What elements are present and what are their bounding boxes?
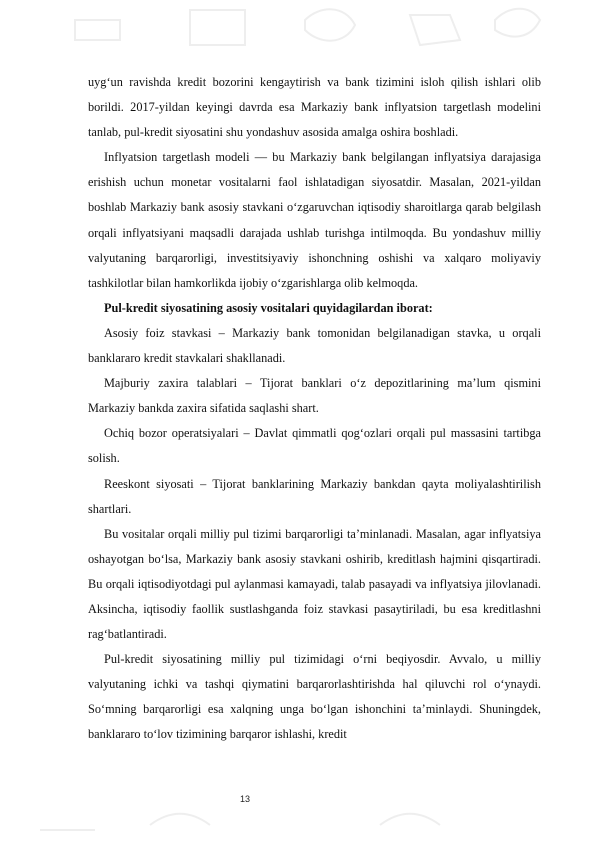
list-item-open-market: Ochiq bozor operatsiyalari – Davlat qimmatli qog‘ozlari orqali pul massasini tartibga solish. — [88, 426, 541, 466]
page-number: 13 — [240, 794, 251, 804]
paragraph-4: Pul-kredit siyosatining milliy pul tizimidagi o‘rni beqiyosdir. Avvalo, u milliy valyutaning ichki va tashqi qiymatini barqarorlashtirishda hal qiluvchi rol o‘ynaydi. So‘mning barqarorligi esa xalqning unga bo‘lgan ishonchini ta’minlaydi. Shuningdek, banklararo to‘lov tizimining barqaror ishlashi, kredit — [88, 652, 541, 742]
list-item-reserve-requirements: Majburiy zaxira talablari – Tijorat banklari o‘z depozitlarining ma’lum qismini Markaziy bankda zaxira sifatida saqlashi shart. — [88, 376, 541, 416]
list-item-interest-rate: Asosiy foiz stavkasi – Markaziy bank tomonidan belgilanadigan stavka, u orqali banklararo kredit stavkalari shakllanadi. — [88, 325, 541, 366]
paragraph-1: uyg‘un ravishda kredit bozorini kengaytirish va bank tizimini isloh qilish ishlari olib borildi. 2017-yildan keyingi davrda esa Markaziy bank inflyatsion targetlash modelini tanlab, pul-kredit siyosatini shu yondashuv asosida amalga oshira boshladi. — [88, 75, 541, 140]
paragraph-3: Bu vositalar orqali milliy pul tizimi barqarorligi ta’minlanadi. Masalan, agar inflyatsiya oshayotgan bo‘lsa, Markaziy bank asosiy stavkani oshirib, kreditlash hajmini qisqartiradi. Bu orqali iqtisodiyotdagi pul aylanmasi kamayadi, talab pasayadi va inflyatsiya jilovlanadi. Aksincha, iqtisodiy faollik sustlashganda foiz stavkasi pasaytiriladi, bu esa kreditlashni rag‘batlantiradi. — [88, 526, 541, 642]
list-item-rediscount: Reeskont siyosati – Tijorat banklarining Markaziy bankdan qayta moliyalashtirilish shartlari. — [88, 476, 541, 516]
section-heading: Pul-kredit siyosatining asosiy vositalari quyidagilardan iborat: — [104, 300, 433, 315]
paragraph-2: Inflyatsion targetlash modeli — bu Markaziy bank belgilangan inflyatsiya darajasiga erishish uchun monetar vositalarni faol ishlatadigan siyosatdir. Masalan, 2021-yildan boshlab Markaziy bank asosiy stavkani o‘zgaruvchan iqtisodiy sharoitlarga qarab belgilash orqali inflyatsiyani maqsadli darajada ushlab turishga intilmoqda. Bu yondashuv milliy valyutaning barqarorligi, investitsiyaviy ishonchning oshishi va xalqaro moliyaviy tashkilotlar bilan hamkorlikda ijobiy o‘zgarishlarga olib kelmoqda. — [88, 150, 541, 290]
document-body — [88, 70, 541, 748]
